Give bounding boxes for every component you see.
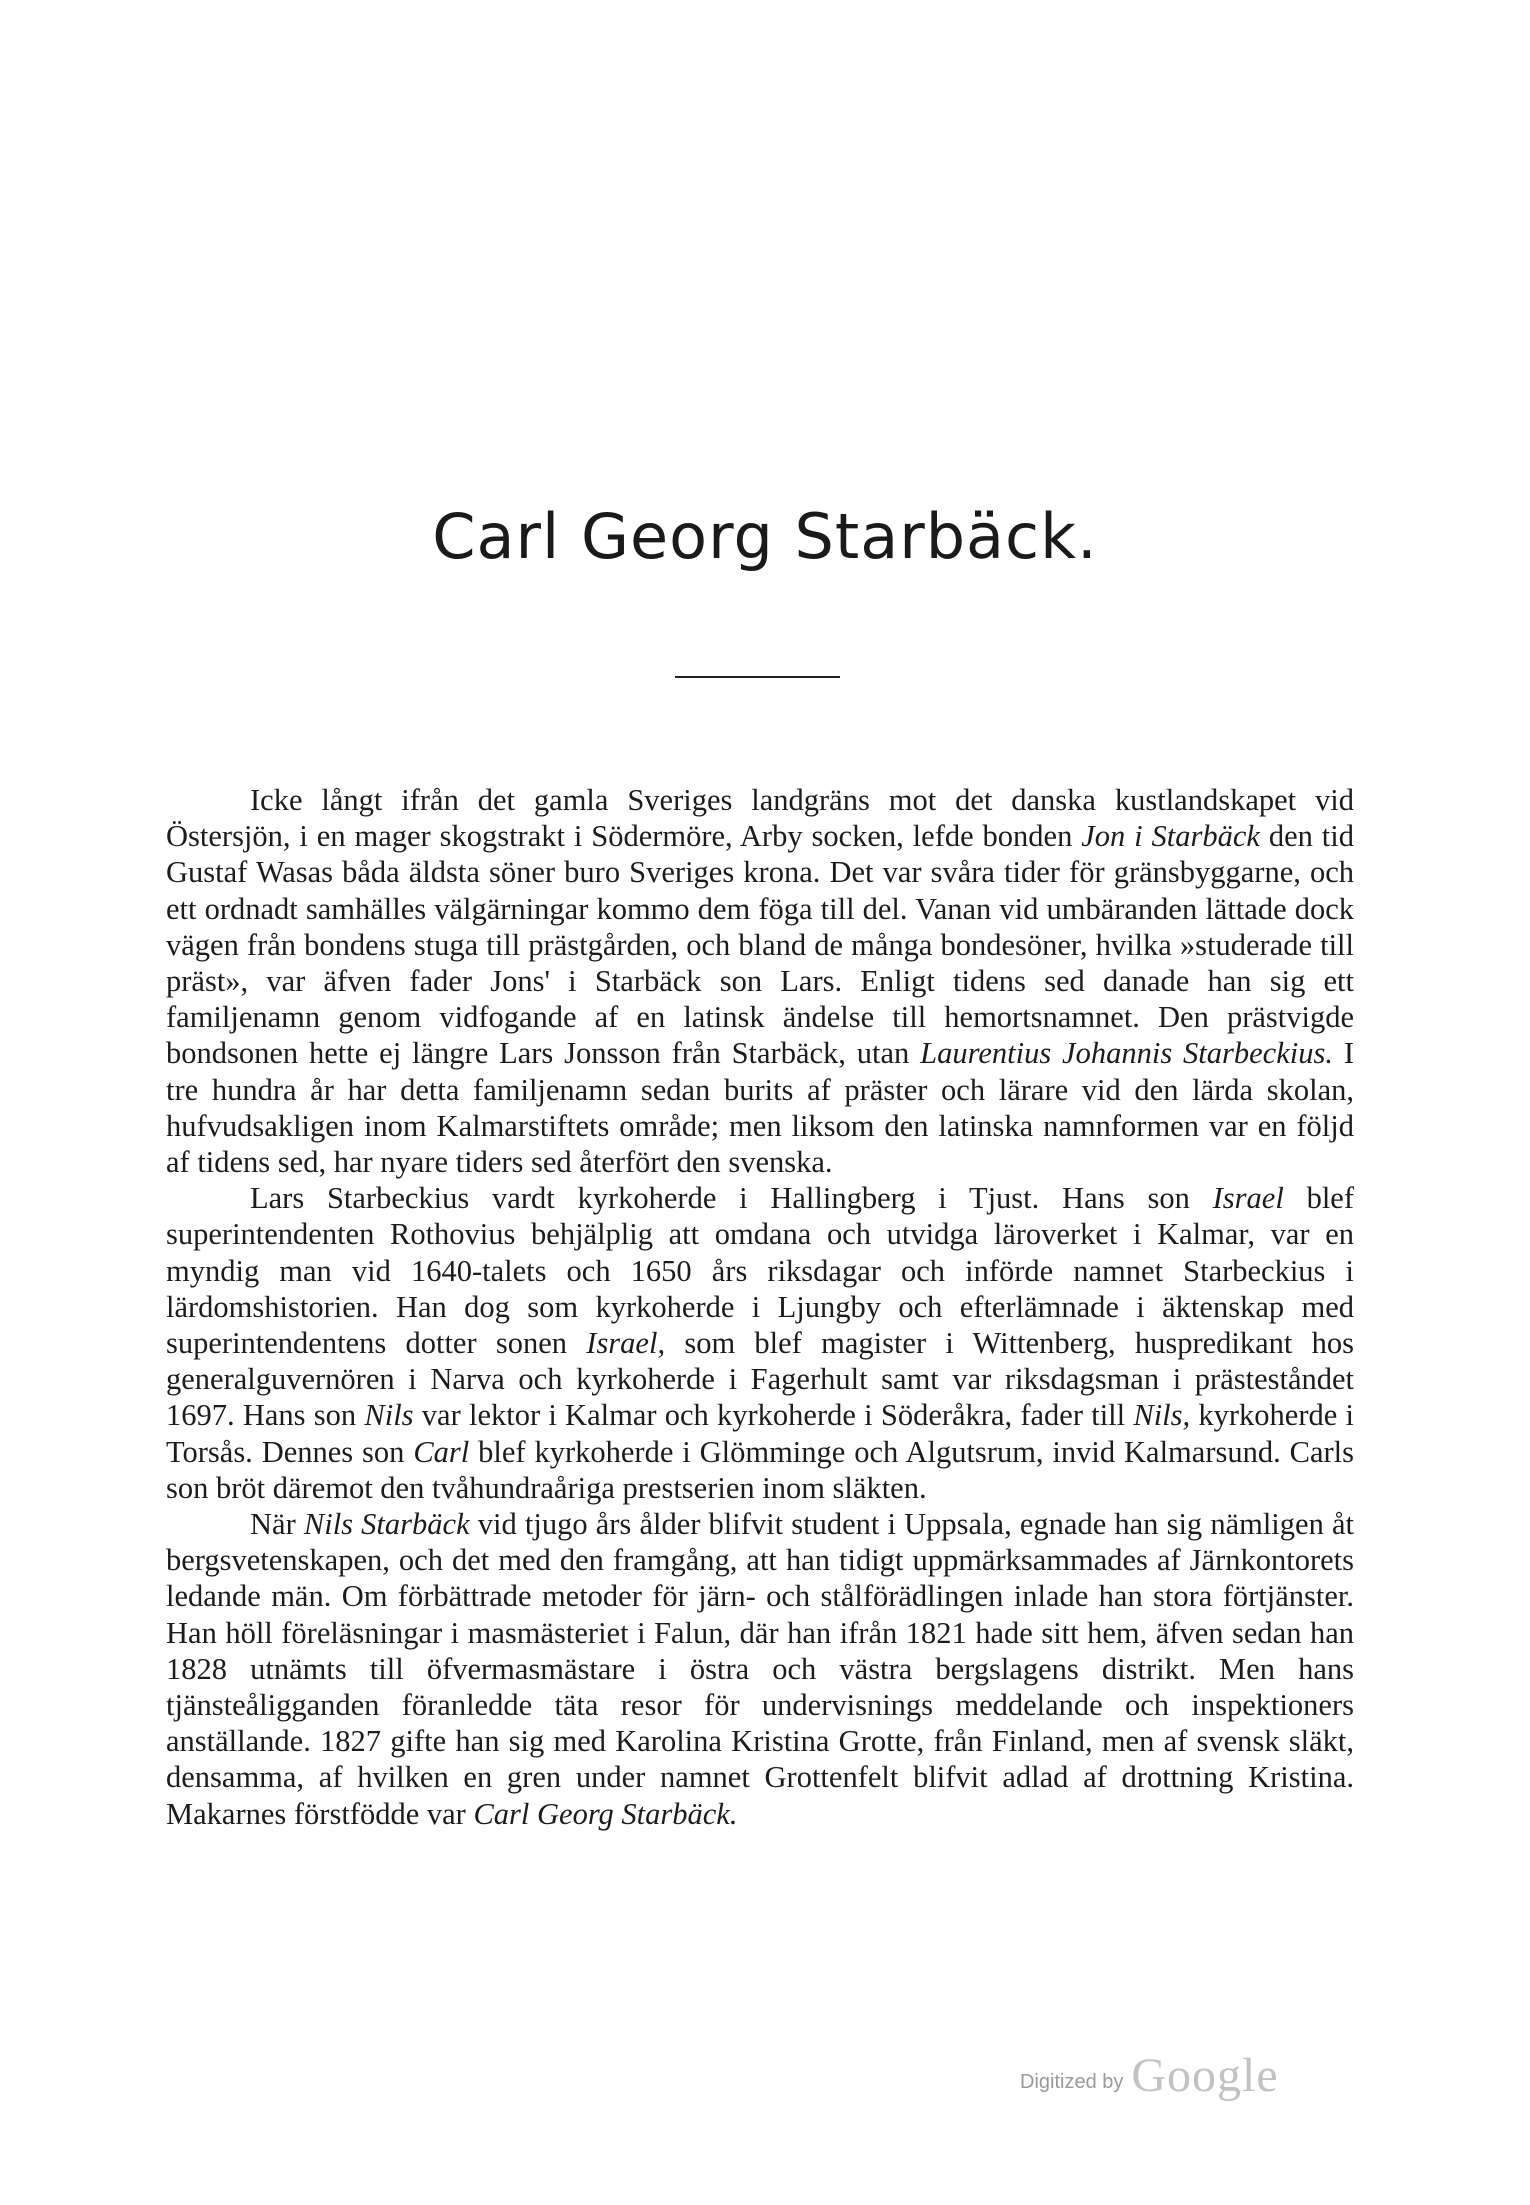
text-run: var lektor i Kalmar och kyrkoherde i Söderåkra, fader till — [413, 1398, 1134, 1433]
watermark-label: Digitized by — [1020, 2071, 1124, 2093]
text-run: kyrkoherde i Torsås. Dennes son — [166, 1398, 1354, 1469]
text-run: vid tjugo års ålder blifvit student i Uppsala, egnade han sig nämligen åt bergsvetenskapen, och det med den framgång, att han tidigt uppmärksammades af Järnkontorets ledande män. Om förbättrade metoder för järn- och stålförädlingen inlade han stora förtjänster. Han höll föreläsningar i masmästeriet i Falun, där han ifrån 1821 hade sitt hem, äfven sedan han 1828 utnämts till öfvermasmästare i östra och västra bergslagens distrikt. Men hans tjänsteåligganden föranledde täta resor för undervisnings meddelande och inspektioners anställande. 1827 gifte han sig med Karolina Kristina Grotte, från Finland, men af svensk släkt, densamma, af hvilken en gren under namnet Grottenfelt blifvit adlad af drottning Kristina. Makarnes förstfödde var — [166, 1507, 1354, 1831]
text-run: blef kyrkoherde i Glömminge och Algutsrum, invid Kalmarsund. Carls son bröt däremot den tvåhundraåriga prestserien inom släkten. — [166, 1434, 1354, 1505]
text-run: den tid Gustaf Wasas båda äldsta söner buro Sveriges krona. Det var svåra tider för gränsbyggarne, och ett ordnadt samhälles välgärningar kommo dem föga till del. Vanan vid umbäranden lättade dock vägen från bondens stuga till prästgården, och bland de många bondesöner, hvilka »studerade till präst», var äfven fader Jons' i Starbäck son Lars. Enligt tidens sed danade han sig ett familjenamn genom vidfogande af en latinsk ändelse till hemortsnamnet. Den prästvigde bondsonen hette ej längre Lars Jonsson från Starbäck, utan — [166, 819, 1354, 1071]
paragraph-3 — [166, 1506, 1354, 1832]
text-run: Lars Starbeckius vardt kyrkoherde i Hallingberg i Tjust. Hans son — [250, 1181, 1213, 1216]
text-run: blef superintendenten Rothovius behjälplig att omdana och utvidga läroverket i Kalmar, var en myndig man vid 1640-talets och 1650 års riksdagar och införde namnet Starbeckius i lärdomshistorien. Han dog som kyrkoherde i Ljungby och efterlämnade i äktenskap med superintendentens dotter sonen — [166, 1181, 1354, 1361]
paragraph-1 — [166, 782, 1354, 1180]
italic-name-run: Carl Georg Starbäck. — [473, 1796, 738, 1831]
text-run: I tre hundra år har detta familjenamn sedan burits af präster och lärare vid den lärda skolan, hufvudsakligen inom Kalmarstiftets område; men liksom den latinska namnformen var en följd af tidens sed, har nyare tiders sed återfört den svenska. — [166, 1036, 1355, 1180]
body-text — [166, 782, 1354, 1832]
text-run: som blef magister i Wittenberg, huspredikant hos generalguvernören i Narva och kyrkoherde i Fagerhult samt var riksdagsman i prästeståndet 1697. Hans son — [166, 1326, 1355, 1433]
italic-name-run: Nils, — [1133, 1398, 1191, 1433]
text-run: När — [250, 1507, 304, 1542]
page-title: Carl Georg Starbäck. — [432, 500, 1098, 573]
italic-name-run: Nils Starbäck — [303, 1507, 470, 1542]
italic-name-run: Israel, — [586, 1326, 666, 1361]
title-rule-divider — [675, 676, 840, 678]
text-run: Icke långt ifrån det gamla Sveriges landgräns mot det danska kustlandskapet vid Östersjön, i en mager skogstrakt i Södermöre, Arby socken, lefde bonden — [166, 783, 1354, 854]
italic-name-run: Jon i Starbäck — [1081, 819, 1260, 854]
italic-name-run: Nils — [364, 1398, 414, 1433]
italic-name-run: Israel — [1212, 1181, 1284, 1216]
italic-name-run: Laurentius Johannis Starbeckius. — [920, 1036, 1333, 1071]
digitized-watermark — [1020, 2050, 1279, 2100]
paragraph-2 — [166, 1180, 1354, 1506]
italic-name-run: Carl — [413, 1434, 470, 1469]
google-logo: Google — [1131, 2049, 1279, 2102]
